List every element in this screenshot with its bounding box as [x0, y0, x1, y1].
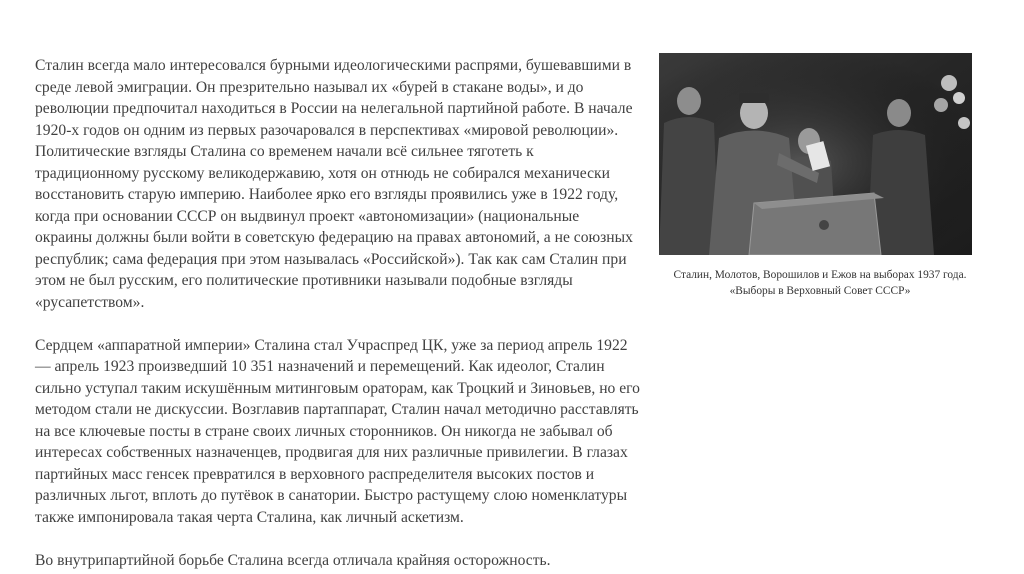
paragraph-1: Сталин всегда мало интересовался бурными идеологическими распрями, бушевавшими в среде левой эмиграции. Он презрительно называл их «бурей в стакане воды», и до революции предпочитал находиться в России на нелегальной партийной работе. В начале 1920-х годов он одним из первых разочаровался в перспективах «мировой революции». Политические взгляды Сталина со временем начали всё сильнее тяготеть к традиционному русскому великодержавию, хотя он отнюдь не собирался механически восстановить старую империю. Наиболее ярко его взгляды проявились уже в 1922 году, когда при основании СССР он выдвинул проект «автономизации» (национальные окраины должны были войти в советскую федерацию на правах автономий, а не союзных республик; сама федерация при этом называлась «Российской»). Так как сам Сталин при этом не был русским, его политические противники называли подобные взгляды «русапетством».	[35, 57, 633, 311]
paragraph-3: Во внутрипартийной борьбе Сталина всегда отличала крайняя осторожность.	[35, 551, 551, 569]
photo-caption: Сталин, Молотов, Ворошилов и Ежов на выборах 1937 года. «Выборы в Верховный Совет СССР»	[673, 269, 967, 297]
historical-photo	[659, 53, 972, 255]
body-text	[35, 55, 640, 571]
paragraph-2: Сердцем «аппаратной империи» Сталина стал Учраспред ЦК, уже за период апрель 1922 — апрель 1923 произведший 10 351 назначений и перемещений. Как идеолог, Сталин сильно уступал таким искушённым митинговым ораторам, как Троцкий и Зиновьев, но его методом стали не дискуссии. Возглавив партаппарат, Сталин начал методично расставлять на все ключевые посты в стране своих личных сторонников. Он никогда не забывал об интересах собственных назначенцев, продвигая для них различные привилегии. В глазах партийных масс генсек превратился в верховного распределителя высоких постов и различных льгот, вплоть до путёвок в санатории. Быстро растущему слою номенклатуры также импонировала такая черта Сталина, как личный аскетизм.	[35, 336, 640, 526]
photo-illustration	[659, 53, 972, 255]
